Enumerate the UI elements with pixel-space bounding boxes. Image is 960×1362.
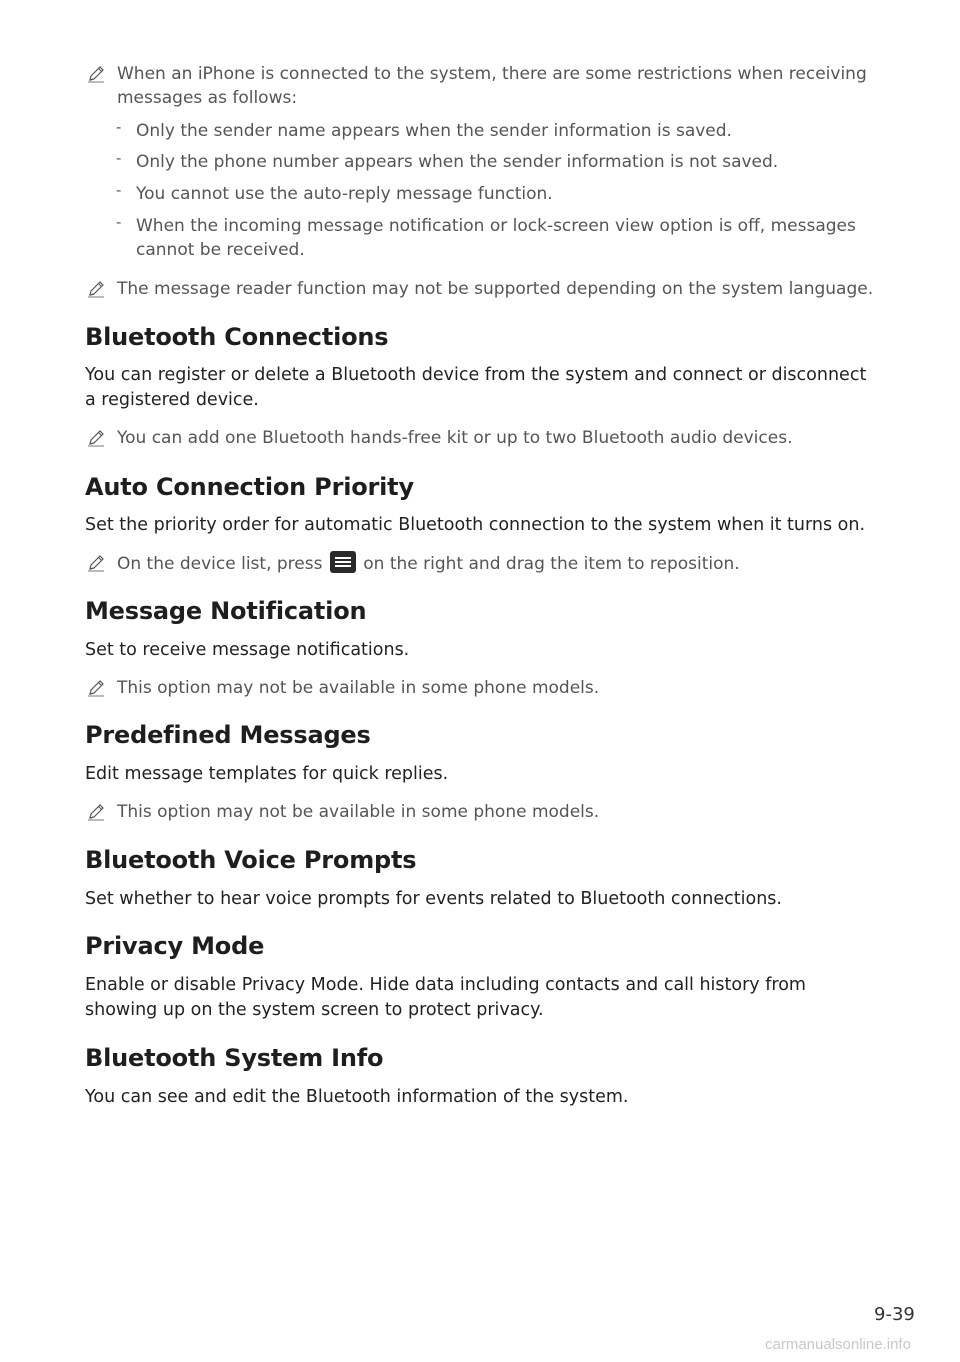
auto-connection-note: On the device list, press on the right and drag the item to reposition. <box>86 551 886 576</box>
section-title-auto-connection-priority: Auto Connection Priority <box>85 473 414 501</box>
pencil-note-icon <box>86 802 106 822</box>
section-body: You can see and edit the Bluetooth information of the system. <box>85 1087 629 1107</box>
predefined-messages-note: This option may not be available in some phone models. <box>86 800 886 824</box>
section-body: Set whether to hear voice prompts for events related to Bluetooth connections. <box>85 889 782 909</box>
note-text: When an iPhone is connected to the system, there are some restrictions when receiving messages as follows: <box>117 64 867 108</box>
iphone-restrictions-note <box>86 62 886 110</box>
dash-marker: - <box>116 149 122 167</box>
section-title-predefined-messages: Predefined Messages <box>85 721 371 749</box>
dash-marker: - <box>116 181 122 199</box>
watermark: carmanualsonline.info <box>765 1336 911 1353</box>
list-item: - When the incoming message notification or lock-screen view option is off, messages cannot be received. <box>116 214 876 262</box>
message-reader-note: The message reader function may not be supported depending on the system language. <box>86 277 886 301</box>
section-title-message-notification: Message Notification <box>85 597 367 625</box>
menu-lines-icon <box>330 551 356 573</box>
section-title-bluetooth-system-info: Bluetooth System Info <box>85 1044 384 1072</box>
bluetooth-connections-note: You can add one Bluetooth hands-free kit or up to two Bluetooth audio devices. <box>86 426 886 450</box>
pencil-note-icon <box>86 553 106 573</box>
section-title-bluetooth-voice-prompts: Bluetooth Voice Prompts <box>85 846 417 874</box>
section-body: Enable or disable Privacy Mode. Hide data including contacts and call history from showing up on the system screen to protect privacy. <box>85 975 806 1020</box>
message-notification-note: This option may not be available in some phone models. <box>86 676 886 700</box>
dash-marker: - <box>116 118 122 136</box>
pencil-note-icon <box>86 428 106 448</box>
pencil-note-icon <box>86 678 106 698</box>
pencil-note-icon <box>86 279 106 299</box>
section-body: Edit message templates for quick replies. <box>85 764 449 784</box>
section-title-bluetooth-connections: Bluetooth Connections <box>85 323 389 351</box>
list-item: - You cannot use the auto-reply message function. <box>116 182 876 206</box>
dash-marker: - <box>116 213 122 231</box>
section-title-privacy-mode: Privacy Mode <box>85 932 265 960</box>
section-body: You can register or delete a Bluetooth device from the system and connect or disconnect a registered device. <box>85 365 867 410</box>
section-body: Set to receive message notifications. <box>85 640 410 660</box>
list-item: - Only the sender name appears when the sender information is saved. <box>116 119 876 143</box>
section-body: Set the priority order for automatic Bluetooth connection to the system when it turns on. <box>85 515 866 535</box>
pencil-note-icon <box>86 64 106 84</box>
page-number: 9-39 <box>874 1304 915 1325</box>
list-item: - Only the phone number appears when the sender information is not saved. <box>116 150 876 174</box>
